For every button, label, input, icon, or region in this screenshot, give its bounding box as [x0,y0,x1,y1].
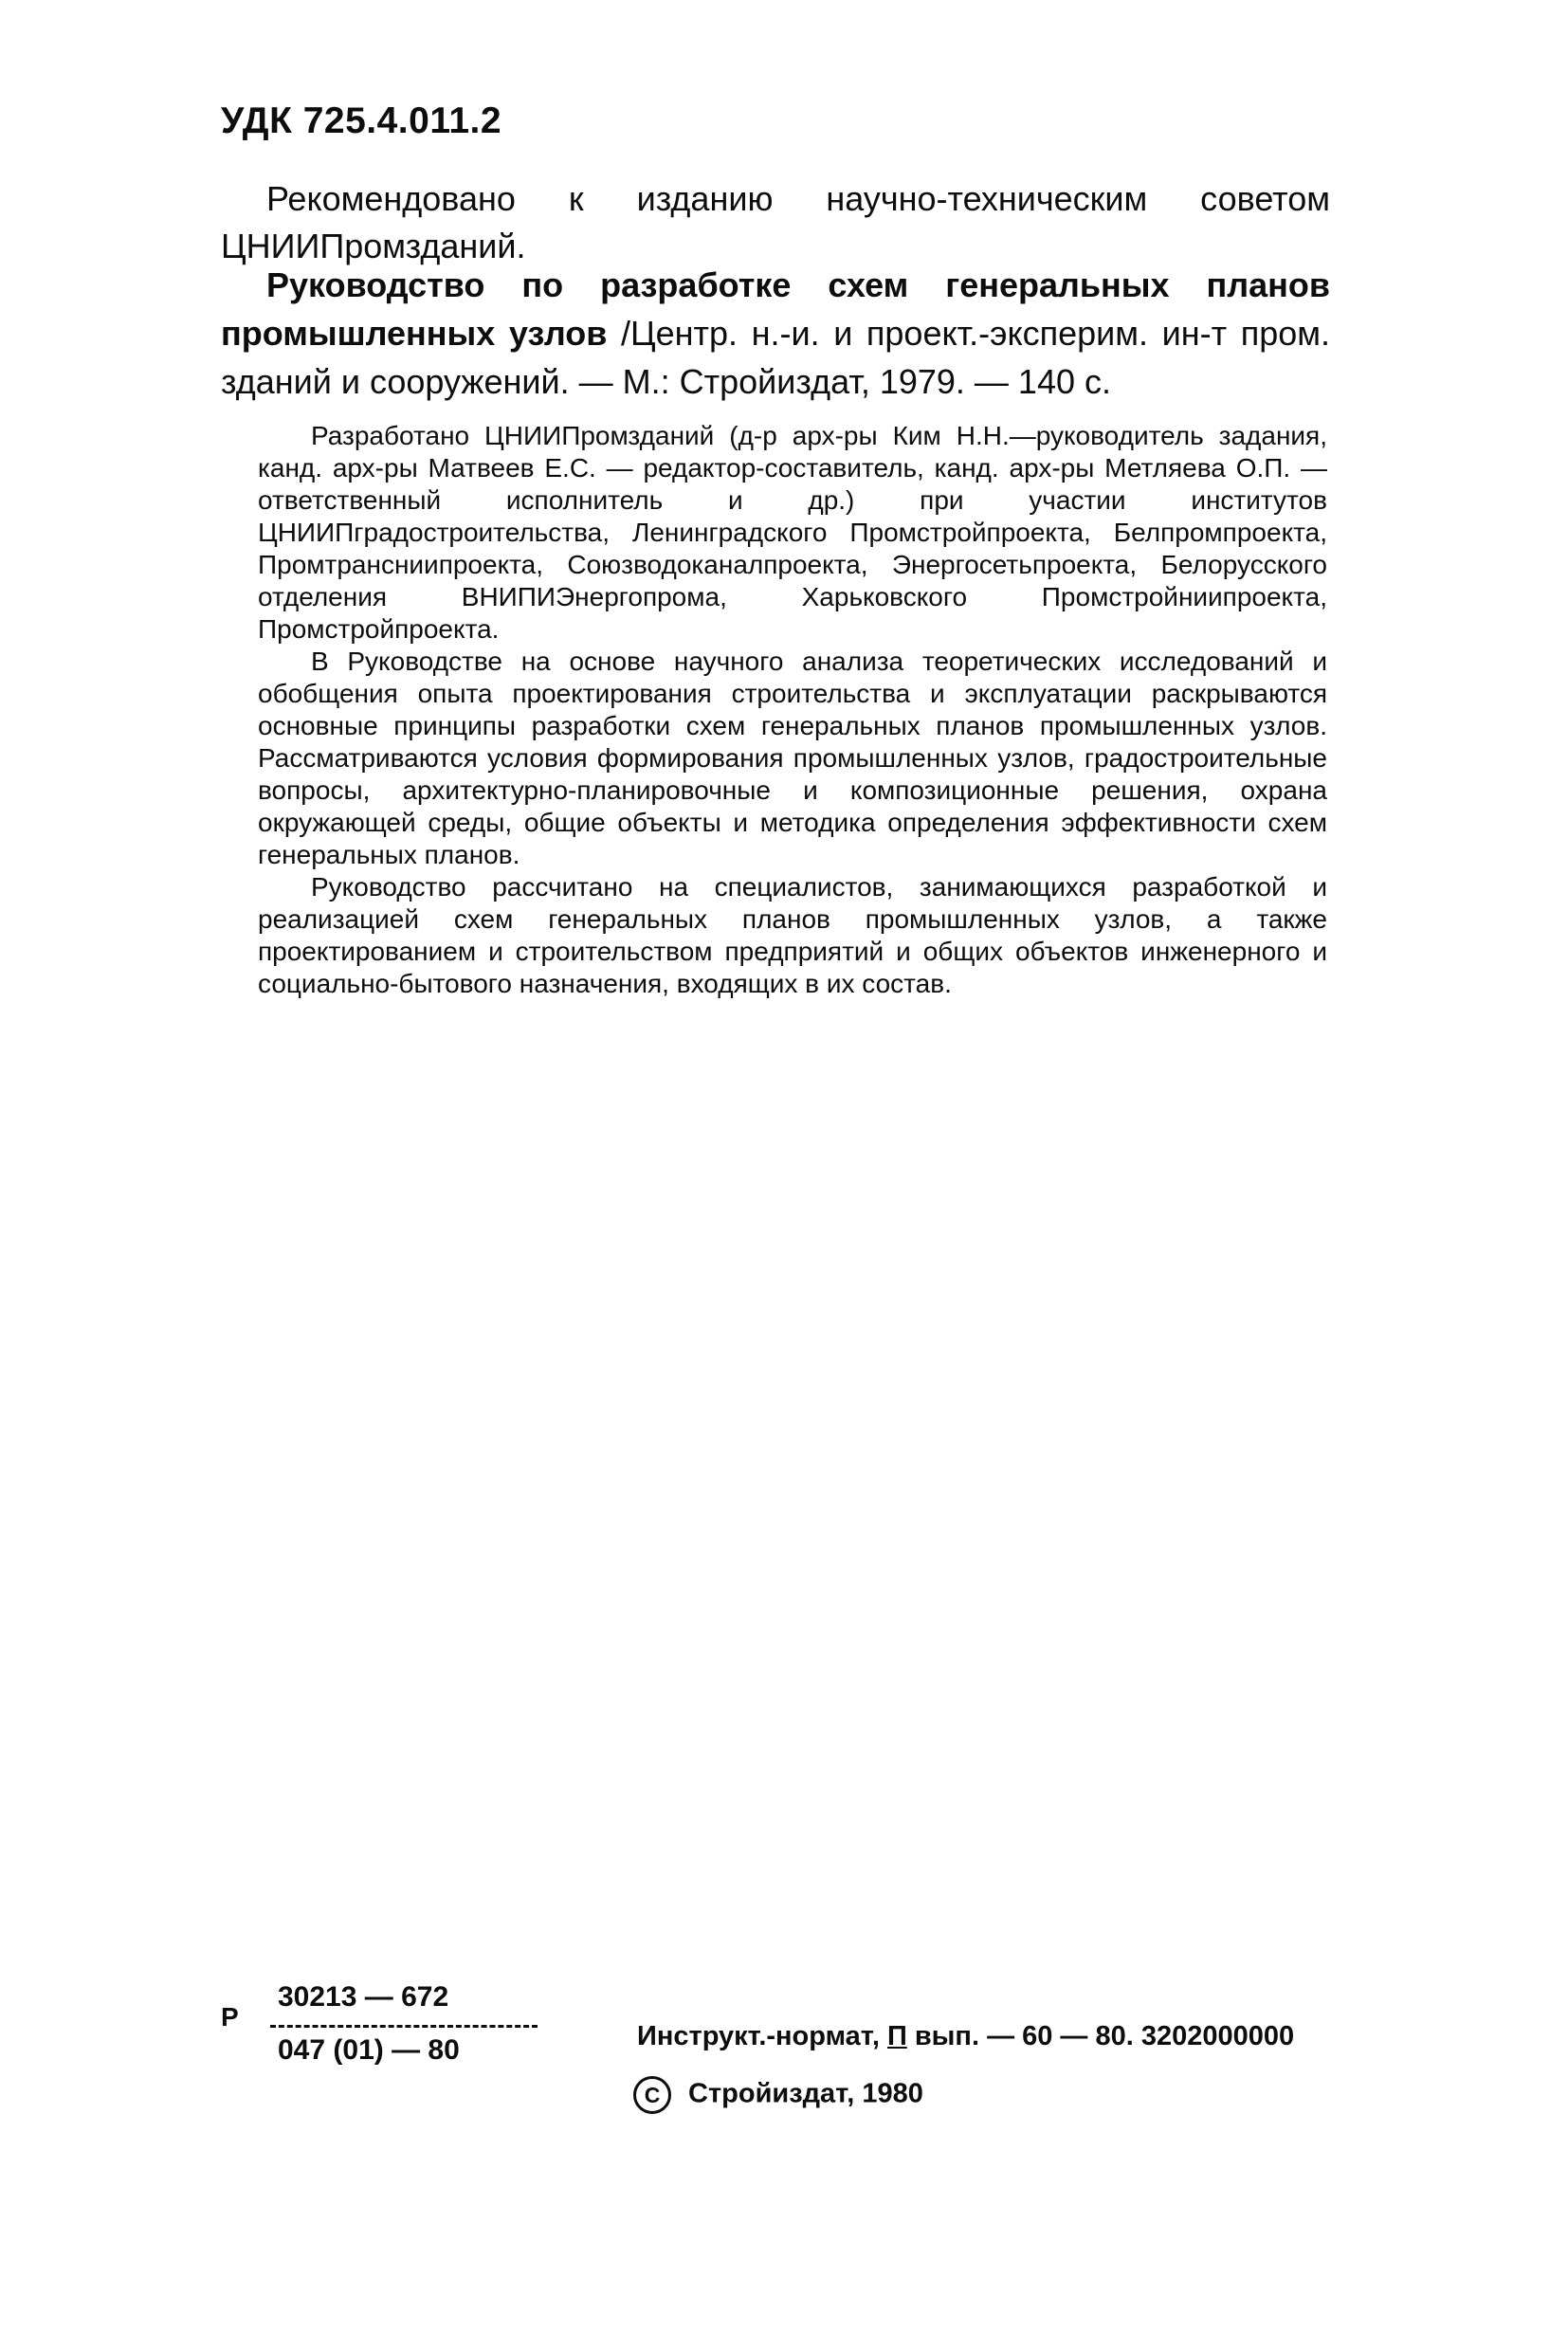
index-denominator: 047 (01) — 80 [278,2034,460,2066]
fraction-divider [270,2025,538,2028]
publication-info [637,2021,1294,2052]
bibliographic-entry [221,261,1330,406]
recommendation-note: Рекомендовано к изданию научно-техническим советом ЦНИИПромзданий. [221,179,1330,265]
copyright-icon: С [633,2076,671,2114]
copyright-text: Стройиздат, 1980 [688,2078,923,2109]
abstract-paragraph-content: В Руководстве на основе научного анализа теоретических исследований и обобщения опыта проектирования строительства и эксплуатации раскрываются основные принципы разработки схем генеральных планов промышленных узлов. Рассматриваются условия формирования промышленных узлов, градостроительные вопросы, архитектурно-планировочные и композиционные решения, охрана окружающей среды, общие объекты и методика определения эффективности схем генеральных планов. [258,647,1327,869]
publication-info-mark: П [886,2021,907,2051]
classification-index [221,1981,553,2067]
index-numerator: 30213 — 672 [278,1981,449,2013]
publication-info-prefix: Инструкт.-нормат, [637,2021,887,2051]
abstract-paragraph-authors: Разработано ЦНИИПромзданий (д-р арх-ры Ким Н.Н.—руководитель задания, канд. арх-ры Матвеев Е.С. — редактор-составитель, канд. арх-ры Метляева О.П. — ответственный исполнитель и др.) при участии институтов ЦНИИПградостроительства, Ленинградского Промстройпроекта, Белпромпроекта, Промтрансниипроекта, Союзводоканалпроекта, Энергосетьпроекта, Белорусского отделения ВНИПИЭнергопрома, Харьковского Промстройниипроекта, Промстройпроекта. [258,421,1327,644]
abstract [258,420,1327,1000]
publication-info-suffix: вып. — 60 — 80. 3202000000 [906,2021,1295,2051]
book-title: Руководство по разработке схем генеральных планов промышленных узлов [221,265,1330,353]
abstract-paragraph-audience: Руководство рассчитано на специалистов, занимающихся разработкой и реализацией схем генеральных планов промышленных узлов, а также проектированием и строительством предприятий и общих объектов инженерного и социально-бытового назначения, входящих в их состав. [258,872,1327,998]
bibliographic-details: /Центр. н.-и. и проект.-эксперим. ин-т пром. зданий и сооружений. — М.: Стройиздат, 1979. — 140 с. [221,314,1330,401]
index-letter: Р [221,2002,239,2032]
udk-code: УДК 725.4.011.2 [221,100,502,141]
copyright-line [633,2076,923,2114]
